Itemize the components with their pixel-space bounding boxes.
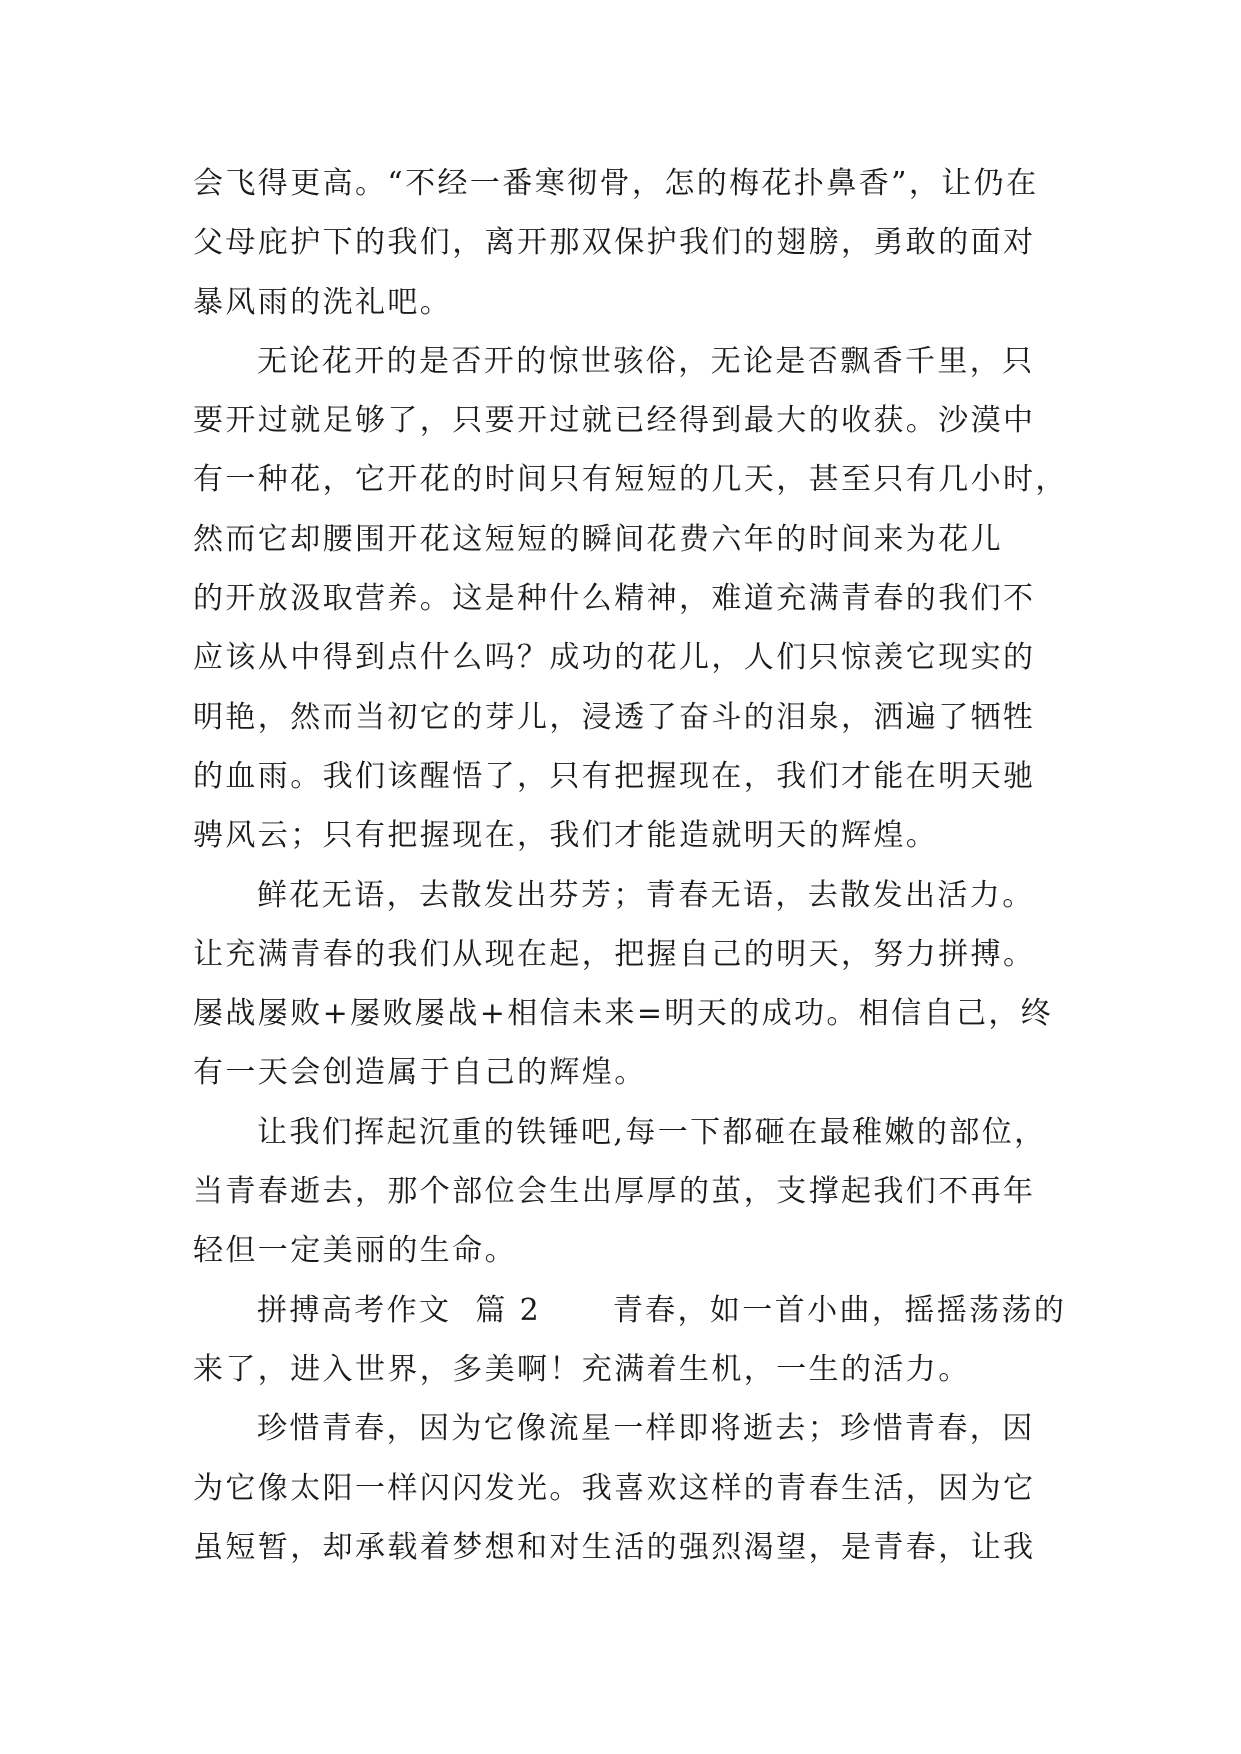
text-line: 有一天会创造属于自己的辉煌。 [193,1055,647,1091]
text-line: 明艳，然而当初它的芽儿，浸透了奋斗的泪泉，洒遍了牺牲 [193,699,1036,735]
text-line: 鲜花无语，去散发出芬芳；青春无语，去散发出活力。 [257,877,1035,913]
text-line: 要开过就足够了，只要开过就已经得到最大的收获。沙漠中 [193,403,1036,439]
text-line: 让我们挥起沉重的铁锤吧,每一下都砸在最稚嫩的部位， [257,1114,1047,1150]
text-line: 父母庇护下的我们，离开那双保护我们的翅膀，勇敢的面对 [193,225,1036,261]
text-line: 有一种花，它开花的时间只有短短的几天，甚至只有几小时， [193,462,1068,498]
text-line: 暴风雨的洗礼吧。 [193,284,453,320]
text-line: 轻但一定美丽的生命。 [193,1233,517,1269]
text-line: 当青春逝去，那个部位会生出厚厚的茧，支撑起我们不再年 [193,1174,1036,1210]
text-line: 然而它却腰围开花这短短的瞬间花费六年的时间来为花儿 [193,521,1003,557]
text-line: 应该从中得到点什么吗？成功的花儿，人们只惊羡它现实的 [193,640,1036,676]
text-line: 会飞得更高。“不经一番寒彻骨，怎的梅花扑鼻香”，让仍在 [193,166,1039,201]
text-line: 的开放汲取营养。这是种什么精神，难道充满青春的我们不 [193,581,1036,617]
text-line: 拼搏高考作文 篇 2 青春，如一首小曲，摇摇荡荡的 [257,1292,1067,1328]
text-line: 让充满青春的我们从现在起，把握自己的明天，努力拼搏。 [193,936,1036,972]
text-line: 为它像太阳一样闪闪发光。我喜欢这样的青春生活，因为它 [193,1470,1036,1506]
text-line: 的血雨。我们该醒悟了，只有把握现在，我们才能在明天驰 [193,758,1036,794]
text-line: 无论花开的是否开的惊世骇俗，无论是否飘香千里，只 [257,343,1035,379]
text-line: 来了，进入世界，多美啊！充满着生机，一生的活力。 [193,1351,971,1387]
text-line: 骋风云；只有把握现在，我们才能造就明天的辉煌。 [193,818,939,854]
text-line: 屡战屡败+屡败屡战+相信未来=明天的成功。相信自己，终 [193,996,1054,1032]
body-text [193,154,1073,1577]
text-line: 珍惜青春，因为它像流星一样即将逝去；珍惜青春，因 [257,1411,1035,1447]
text-line: 虽短暂，却承载着梦想和对生活的强烈渴望，是青春，让我 [193,1529,1036,1565]
